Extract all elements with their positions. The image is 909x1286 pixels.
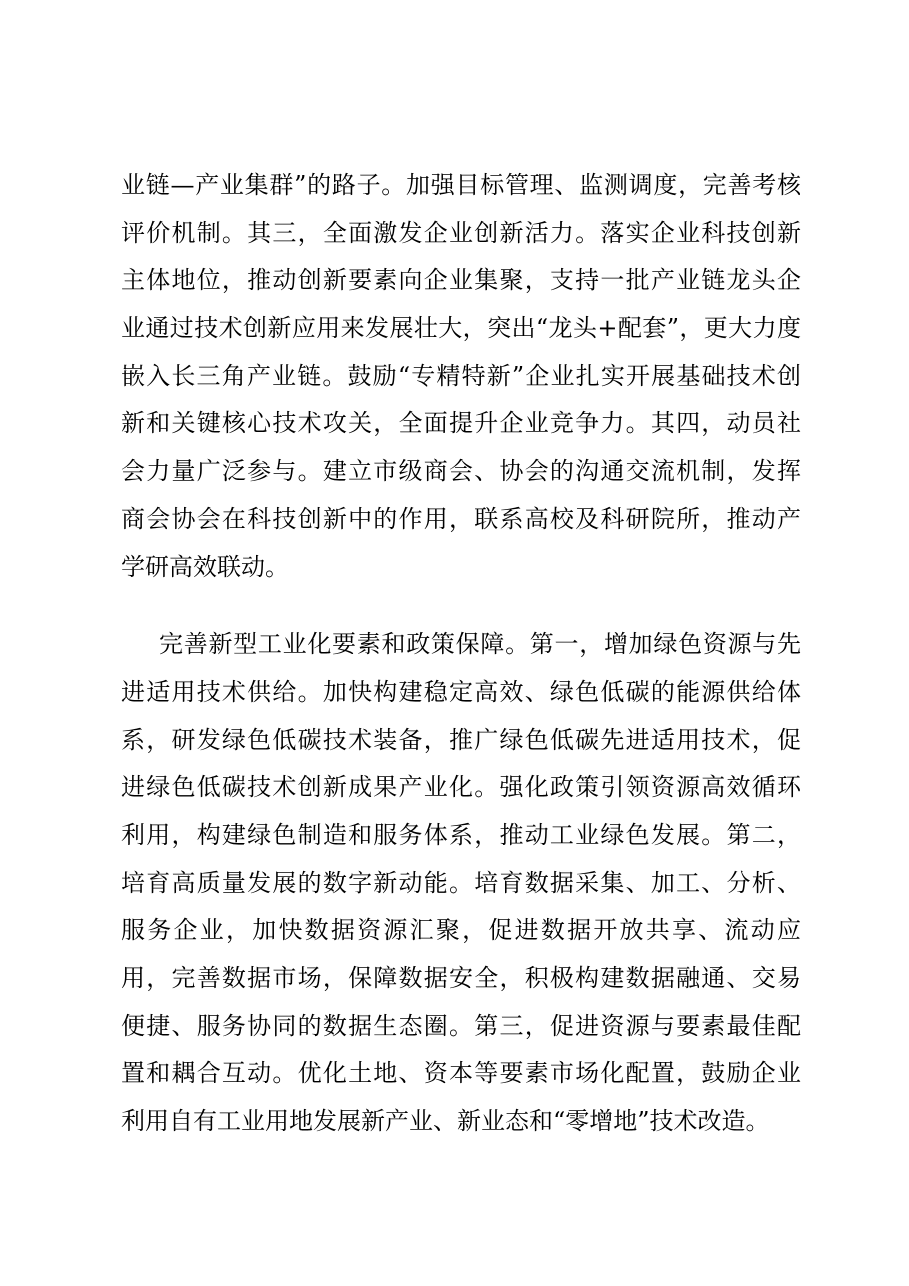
text-line: 业通过技术创新应用来发展壮大，突出“龙头+配套”，更大力度	[121, 314, 801, 343]
text-line: 进适用技术供给。加快构建稳定高效、绿色低碳的能源供给体	[121, 677, 801, 706]
document-body	[121, 162, 801, 1146]
text-line: 置和耦合互动。优化土地、资本等要素市场化配置，鼓励企业	[121, 1059, 801, 1088]
text-line: 完善新型工业化要素和政策保障。第一，增加绿色资源与先	[159, 630, 801, 659]
text-line: 嵌入长三角产业链。鼓励“专精特新”企业扎实开展基础技术创	[121, 361, 801, 390]
text-line: 商会协会在科技创新中的作用，联系高校及科研院所，推动产	[121, 504, 801, 533]
paragraph-2	[121, 621, 801, 1146]
text-line: 利用，构建绿色制造和服务体系，推动工业绿色发展。第二，	[121, 820, 801, 849]
text-line: 利用自有工业用地发展新产业、新业态和“零增地”技术改造。	[121, 1107, 770, 1136]
text-line: 评价机制。其三，全面激发企业创新活力。落实企业科技创新	[121, 218, 801, 247]
text-line: 新和关键核心技术攻关，全面提升企业竞争力。其四，动员社	[121, 409, 801, 438]
text-line: 服务企业，加快数据资源汇聚，促进数据开放共享、流动应	[121, 916, 801, 945]
paragraph-1	[121, 162, 801, 591]
text-line: 系，研发绿色低碳技术装备，推广绿色低碳先进适用技术，促	[121, 725, 801, 754]
text-line: 用，完善数据市场，保障数据安全，积极构建数据融通、交易	[121, 964, 801, 992]
text-line: 主体地位，推动创新要素向企业集聚，支持一批产业链龙头企	[121, 266, 801, 295]
paragraph-spacing	[121, 591, 801, 621]
text-line: 会力量广泛参与。建立市级商会、协会的沟通交流机制，发挥	[121, 457, 801, 486]
text-line: 培育高质量发展的数字新动能。培育数据采集、加工、分析、	[121, 868, 801, 897]
text-line: 进绿色低碳技术创新成果产业化。强化政策引领资源高效循环	[121, 773, 801, 802]
text-line: 便捷、服务协同的数据生态圈。第三，促进资源与要素最佳配	[121, 1011, 801, 1040]
text-line: 业链—产业集群”的路子。加强目标管理、监测调度，完善考核	[121, 171, 801, 199]
text-line: 学研高效联动。	[121, 552, 289, 581]
